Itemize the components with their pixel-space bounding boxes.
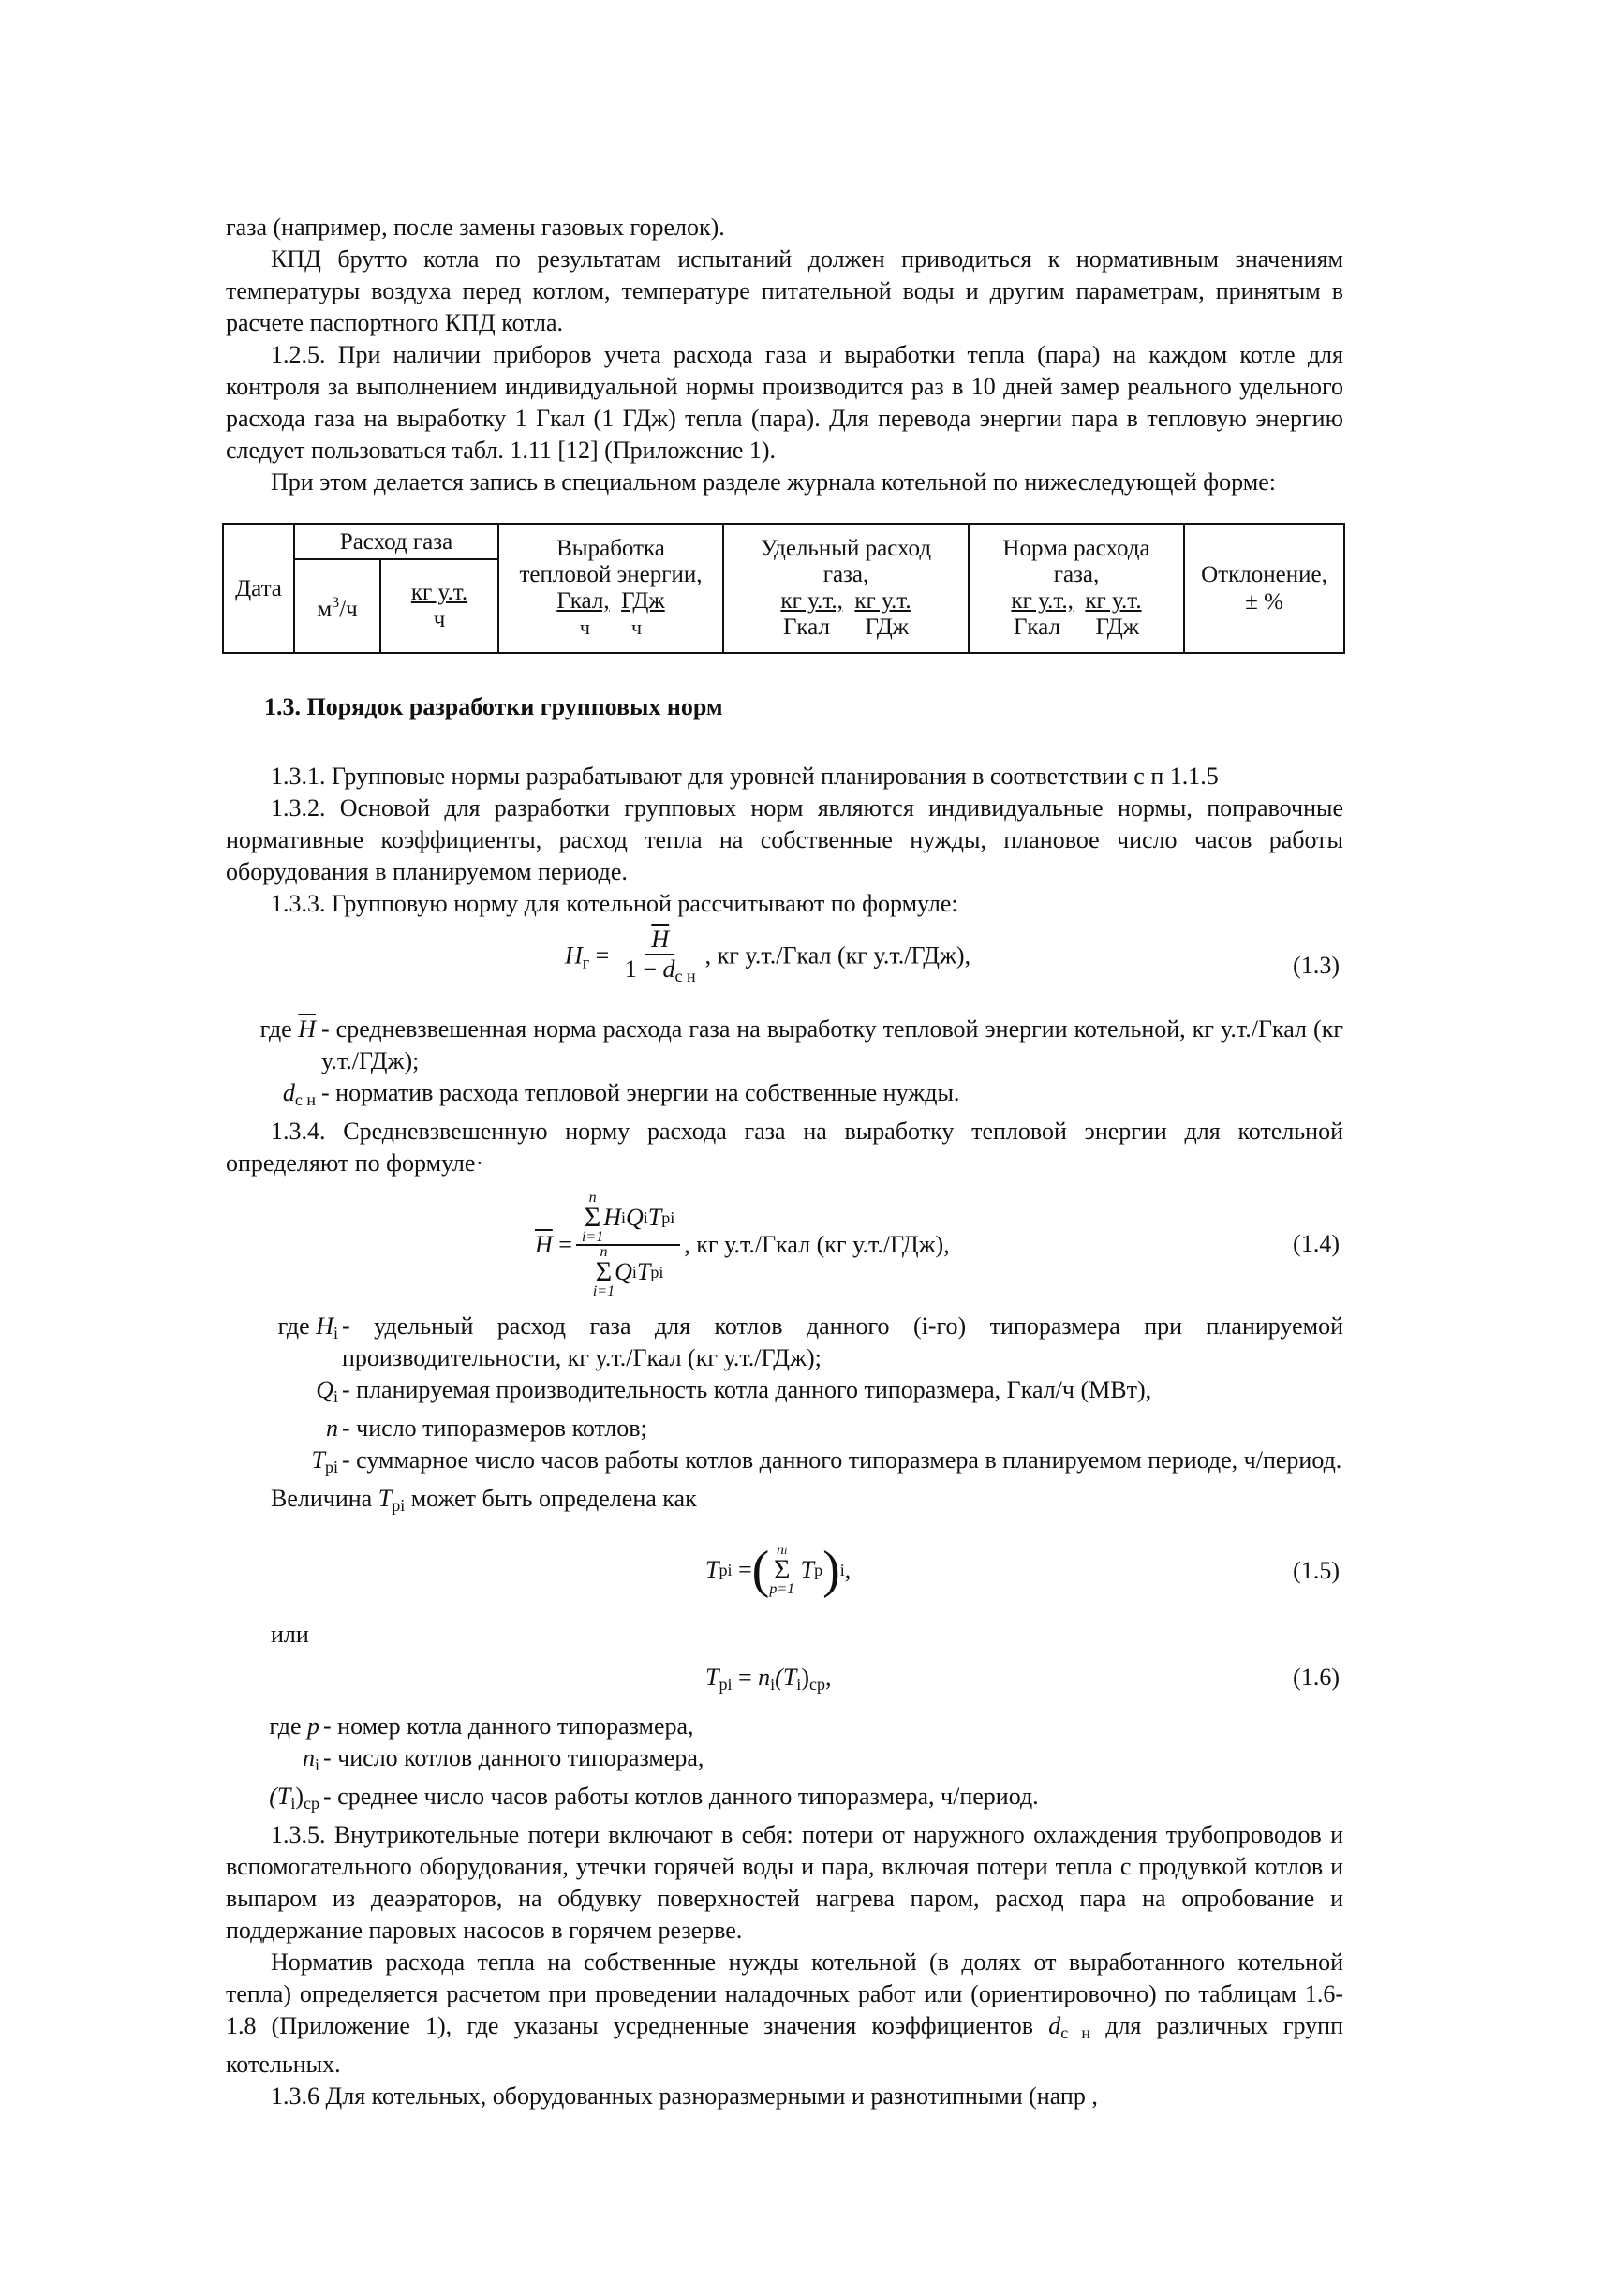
formula-1-3: $H_г$ = $\frac{\overline{H}}{1 - d_{с н}}$ , кг у.т./Гкал (кг у.т./ГДж), (1.3) <box>565 926 1340 985</box>
col-specific-consumption: Удельный расход газа, кг у.т., кг у.т. Гкал ГДж <box>723 524 969 653</box>
definition-tpi: $T_{pi}$ - суммарное число часов работы котлов данного типоразмера в планируемом периоде, ч/период. <box>311 1446 1342 1476</box>
paragraph-1-3-4: 1.3.4. Средневзвешенную норму расхода газа на выработку тепловой энергии для котельной определяют по формуле· <box>226 1118 1343 1177</box>
definition-ni: $n_i$ - число котлов данного типоразмера, <box>302 1744 704 1774</box>
definition-ti-avg: $(T_i)_{ср}$ - среднее число часов работы котлов данного типоразмера, ч/период. <box>269 1783 1039 1813</box>
formula-1-4: $\overline{H}$ = n Σ i=1 H i Q i T pi n Σ i=1 Q i T pi , кг у.т./Гкал (кг у.т./ГДж), (1.4) <box>535 1190 1340 1299</box>
definition-qi: $Q_i$ - планируемая производительность котла данного типоразмера, Гкал/ч (МВт), <box>316 1376 1152 1406</box>
paragraph-1-3-2: 1.3.2. Основой для разработки групповых норм являются индивидуальные нормы, поправочные нормативные коэффициенты, расход тепла на собственные нужды, плановое число часов работы оборудования в планируемом периоде. <box>226 794 1343 885</box>
equation-number: (1.4) <box>1293 1230 1340 1257</box>
col-norm-consumption: Норма расхода газа, кг у.т., кг у.т. Гкал ГДж <box>969 524 1184 653</box>
word-or: или <box>271 1621 309 1648</box>
col-heat-output: Выработка тепловой энергии, Гкал, ГДж ч ч <box>498 524 723 653</box>
paragraph-own-needs: Норматив расхода тепла на собственные нужды котельной (в долях от выработанного котельной тепла) определяется расчетом при проведении наладочных работ или (ориентировочно) по таблицам 1.6-1.8 (Приложение 1), где указаны усредненные значения коэффициентов $d_{с н}$ для различных групп котельных. <box>226 1948 1344 2078</box>
paragraph-1-3-6: 1.3.6 Для котельных, оборудованных разноразмерными и разнотипными (напр , <box>271 2082 1098 2110</box>
col-gas-flow: Расход газа <box>294 524 498 559</box>
paragraph-1-3-1: 1.3.1. Групповые нормы разрабатывают для уровней планирования в соответствии с п 1.1.5 <box>271 763 1219 790</box>
paragraph: КПД брутто котла по результатам испытаний должен приводиться к нормативным значениям температуры воздуха перед котлом, температуре питательной воды и другим параметрам, принятым в расчете паспортного КПД котла. <box>226 245 1343 336</box>
paragraph-1-3-5: 1.3.5. Внутрикотельные потери включают в себя: потери от наружного охлаждения трубопроводов и вспомогательного оборудования, утечки горячей воды и пара, включая потери тепла с продувкой котлов и выпаром из деаэраторов, на обдувку поверхностей нагрева паром, расход пара на опробование и поддержание паровых насосов в горячем резерве. <box>226 1821 1343 1944</box>
formula-1-5: T pi = ( ni Σ p=1 T p ) i , (1.5) <box>705 1541 1340 1599</box>
document-page <box>226 212 1343 2112</box>
equation-number: (1.5) <box>1293 1557 1340 1584</box>
definition-p: где p - номер котла данного типоразмера, <box>269 1712 694 1740</box>
paragraph-1-3-3: 1.3.3. Групповую норму для котельной рассчитывают по формуле: <box>271 890 958 917</box>
journal-form-table <box>222 523 1345 654</box>
col-gas-m3h: $м^3/ч$ <box>294 559 380 653</box>
definition-h-bar: где $\overline{H}$ - средневзвешенная норма расхода газа на выработку тепловой энергии котельной, кг у.т./Гкал (кг у.т./ГДж); <box>259 1015 1343 1074</box>
equation-number: (1.6) <box>1293 1664 1340 1691</box>
definition-dsn: $d_{с н}$ - норматив расхода тепловой энергии на собственные нужды. <box>282 1079 960 1109</box>
paragraph: 1.2.5. При наличии приборов учета расхода газа и выработки тепла (пара) на каждом котле для контроля за выполнением индивидуальной нормы производится раз в 10 дней замер реального удельного расхода газа на выработку 1 Гкал (1 ГДж) тепла (пара). Для перевода энергии пара в тепловую энергию следует пользоваться табл. 1.11 [12] (Приложение 1). <box>226 341 1343 464</box>
section-heading: 1.3. Порядок разработки групповых норм <box>264 693 723 720</box>
paragraph: При этом делается запись в специальном разделе журнала котельной по нижеследующей форме: <box>271 468 1276 496</box>
definition-n: n - число типоразмеров котлов; <box>326 1415 647 1442</box>
definition-hi: где $H_i$ - удельный расход газа для котлов данного (i-го) типоразмера при планируемой производительности, кг у.т./Гкал (кг у.т./ГДж); <box>277 1312 1343 1371</box>
paragraph: газа (например, после замены газовых горелок). <box>226 214 725 241</box>
formula-1-6: $T_{pi} = n_i(T_i)_{ср}$, (1.6) <box>705 1664 1340 1694</box>
paragraph-tpi-intro: Величина $T_{pi}$ может быть определена как <box>271 1485 697 1515</box>
col-deviation: Отклонение, ± % <box>1184 524 1344 653</box>
col-gas-kg: кг у.т. ч <box>380 559 498 653</box>
col-date: Дата <box>223 524 294 653</box>
equation-number: (1.3) <box>1293 952 1340 979</box>
